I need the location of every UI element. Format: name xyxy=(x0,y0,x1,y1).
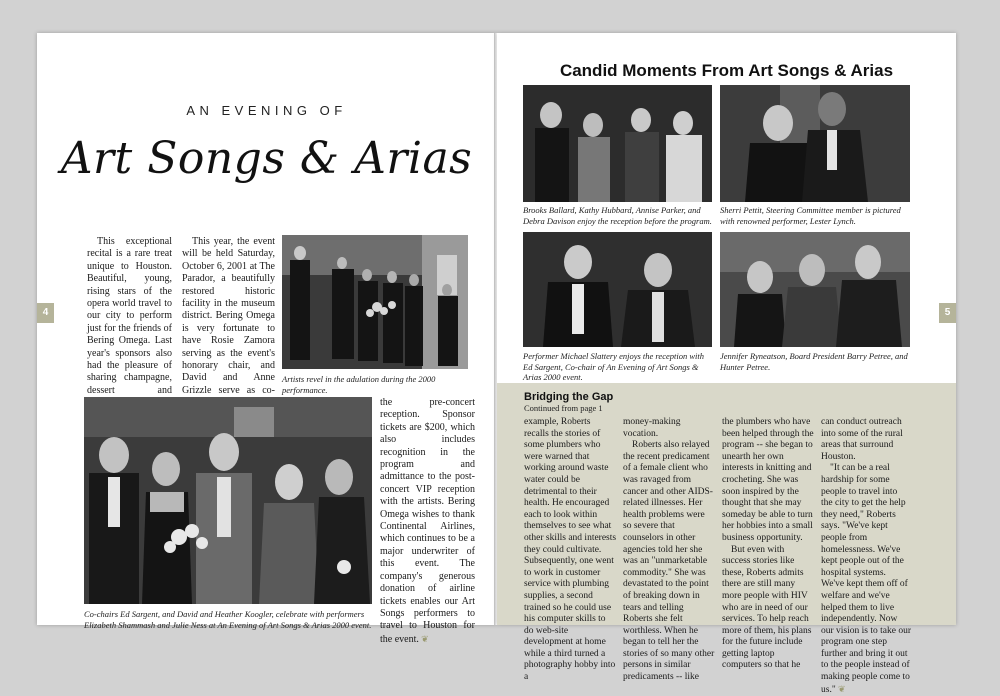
article-heading: Bridging the Gap xyxy=(524,391,614,403)
article-column-3 xyxy=(722,417,815,672)
title-overline: AN EVENING OF xyxy=(186,103,347,118)
left-page xyxy=(37,33,496,645)
paragraph: money-making vocation. xyxy=(623,417,681,439)
page-title: Art Songs & Arias xyxy=(60,133,473,184)
text-column-3 xyxy=(380,397,475,646)
photo-caption: Sherri Pettit, Steering Committee member is pictured with renowned performer, Lester Lynch. xyxy=(720,205,901,226)
photo-performance xyxy=(282,235,468,369)
article-column-4 xyxy=(821,417,911,696)
leaf-ornament-icon: ❦ xyxy=(418,633,429,644)
paragraph: This year, the event will be held Saturday, October 6, 2001 at The Parador, a beautifully restored historic facility in the museum district. Bering Omega is very fortunate to have Rosie Zamora serving as the event's honorary chair, and David and Anne Grizzle serve as co- xyxy=(182,236,275,396)
article-subheading: Continued from page 1 xyxy=(524,403,603,413)
photo-caption: Brooks Ballard, Kathy Hubbard, Annise Parker, and Debra Davison enjoy the reception before the program. xyxy=(523,205,712,226)
bridging-the-gap-panel xyxy=(497,383,956,695)
paragraph: This exceptional recital is a rare treat unique to Houston. Beautiful, young, rising stars of the opera world travel to our city to perform just for the friends of Bering Omega. Last year's sponsors also had the pleasure of sharing champagne, dessert and xyxy=(87,236,172,396)
photo-reception-group xyxy=(523,85,712,202)
paragraph: can conduct outreach into some of the rural areas that surround Houston. xyxy=(821,417,903,462)
paragraph: example, Roberts recalls the stories of some plumbers who were warned that working around waste water could be detrimental to their health. He encouraged each to look within themselves to see what other skills and interests they could cultivate. Subsequently, one went to work in customer service with plumbing supplies, a second trained so he could use his computer skills to do web-site development at home while a third turned a photography hobby into a xyxy=(524,417,617,683)
article-column-2 xyxy=(623,417,715,684)
page-number-right: 5 xyxy=(939,303,956,323)
photo-ryneatson-petree xyxy=(720,232,910,347)
photo-cochairs xyxy=(84,397,372,604)
paragraph: But even with success stories like these, Roberts admits there are still many more people with HIV who are in need of our services. To help reach more of them, his plans for the future include getting laptop computers so that he xyxy=(722,544,812,671)
photo-pettit-lynch xyxy=(720,85,910,202)
paragraph: Roberts also relayed the recent predicament of a female client who was ravaged from cancer and other AIDS-related illnesses. Her health problems were so severe that counselors in other agencies told her she was an "unmarketable commodity." She was devastated to the point of breaking down in tears and telling Roberts she felt worthless. When he began to tell her the stories of so many other persons in similar predicaments -- like xyxy=(623,440,715,683)
page-number-left: 4 xyxy=(37,303,54,323)
photo-caption: Performer Michael Slattery enjoys the reception with Ed Sargent, Co-chair of An Evening of Art Songs & Arias 2000 event. xyxy=(523,351,704,382)
paragraph: the pre-concert reception. Sponsor tickets are $200, which also includes recognition in the program and admittance to the post-concert VIP reception with the artists. Bering Omega wishes to thank Continental Airlines, which continues to be a major underwriter of this event. The company's generous donation of airline tickets enables our Art Songs performers to travel to Houston for the event. ❦ xyxy=(380,397,475,645)
right-page xyxy=(497,33,956,695)
paragraph: "It can be a real hardship for some people to travel into the city to get the help they need," Roberts says. "We've kept people from homelessness. We've kept people out of the hospital systems. We've kept them off of welfare and we've helped them to live independently. Now our vision is to take our program one step further and bring it out to the people instead of making people come to us." ❦ xyxy=(821,463,911,695)
article-column-1 xyxy=(524,417,617,684)
photo-caption: Artists revel in the adulation during the 2000 performance. xyxy=(282,374,436,395)
page-title: Candid Moments From Art Songs & Arias xyxy=(559,61,894,80)
photo-caption: Co-chairs Ed Sargent, and David and Heather Koogler, celebrate with performers Elizabeth Shammash and Julie Ness at An Evening of Art Songs & Arias 2000 event. xyxy=(84,609,372,630)
photo-slattery-sargent xyxy=(523,232,712,347)
leaf-ornament-icon: ❦ xyxy=(835,683,846,694)
paragraph: the plumbers who have been helped through the program -- she began to unearth her own interests in knitting and crocheting. She was soon inspired by the thought that she may someday be able to turn her hobbies into a small business opportunity. xyxy=(722,417,814,543)
photo-caption: Jennifer Ryneatson, Board President Barry Petree, and Hunter Petree. xyxy=(720,351,908,372)
